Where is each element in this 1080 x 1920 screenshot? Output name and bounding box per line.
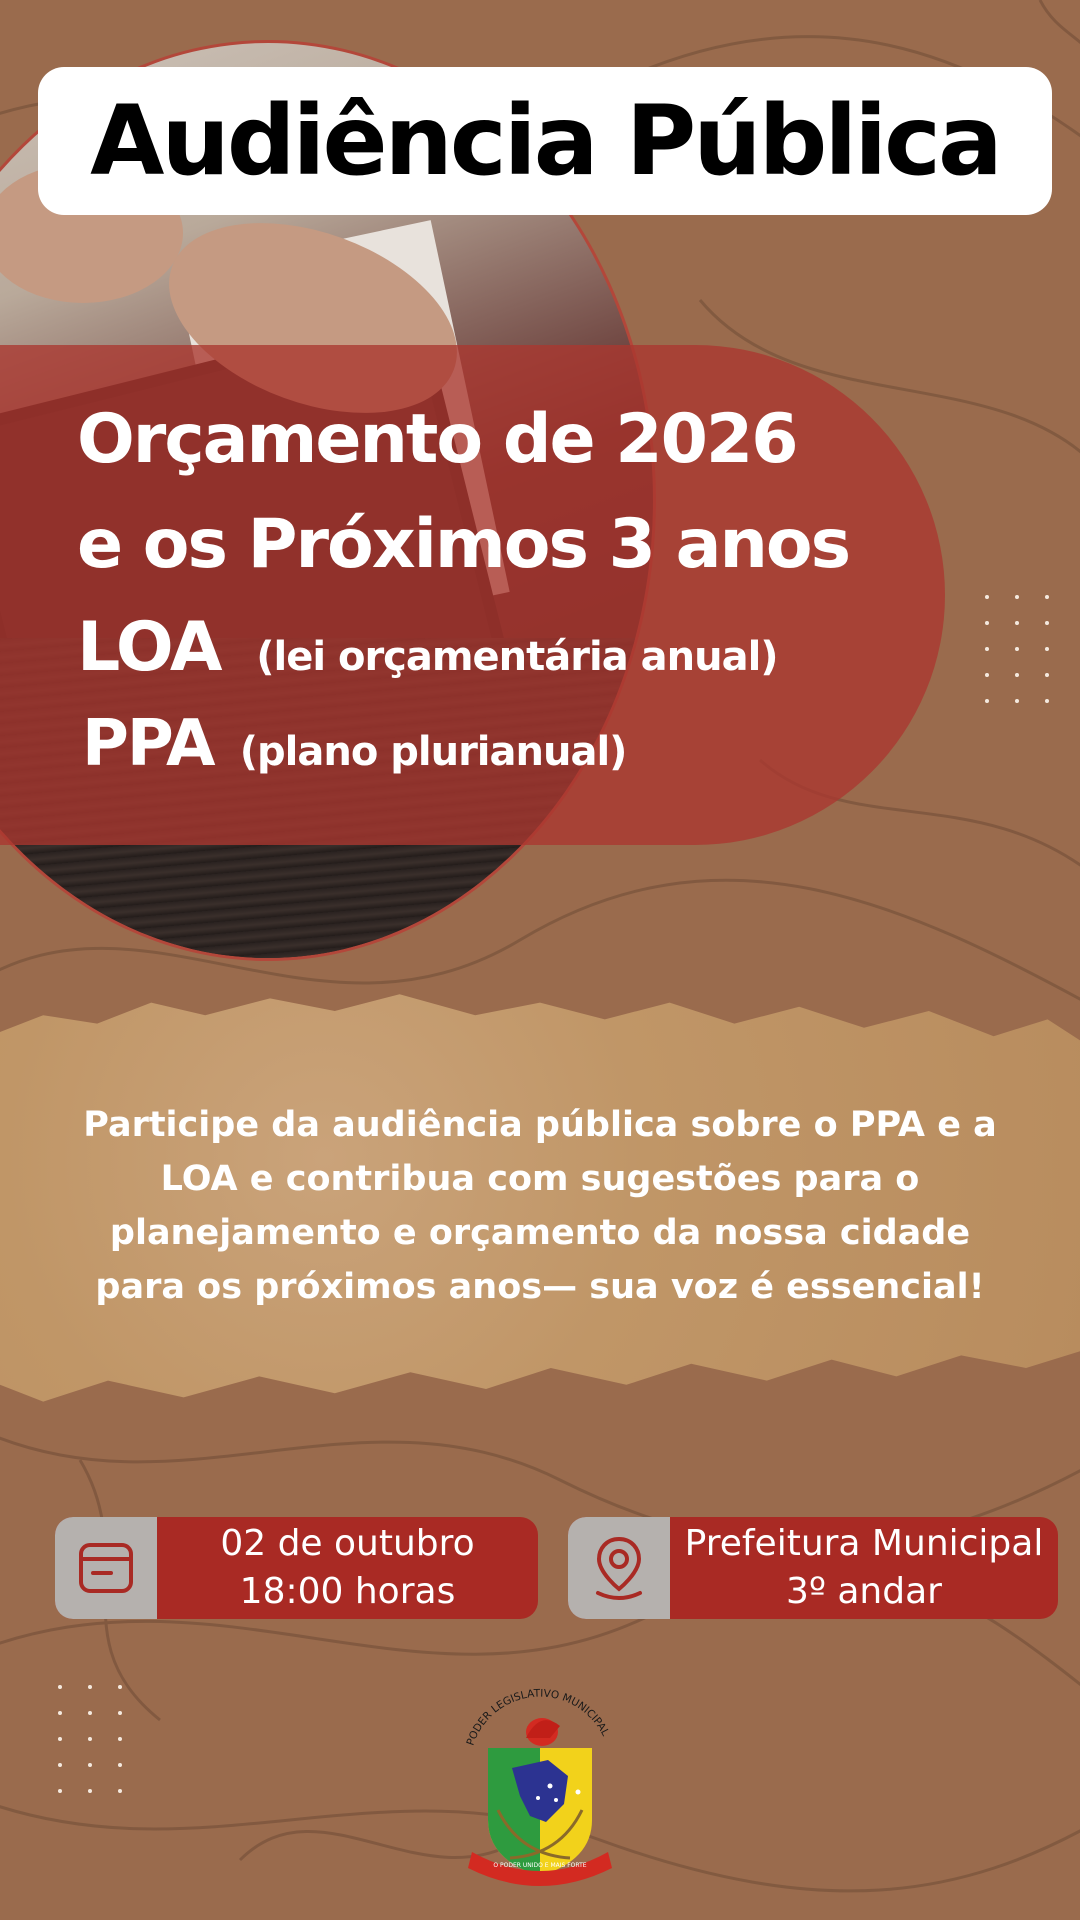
date-time-info (55, 1517, 538, 1619)
page-title: Audiência Pública (90, 85, 1000, 197)
dot-grid-left (58, 1685, 122, 1793)
invitation-line-4: para os próximos anos— sua voz é essencial! (95, 1267, 985, 1307)
emblem-motto: O PODER UNIDO É MAIS FORTE (493, 1862, 587, 1869)
event-place: Prefeitura Municipal (684, 1523, 1044, 1564)
location-info (568, 1517, 1058, 1619)
ppa-line (82, 707, 626, 781)
invitation-line-2: LOA e contribua com sugestões para o (160, 1159, 920, 1199)
event-time: 18:00 horas (239, 1571, 456, 1612)
calendar-icon (55, 1517, 157, 1619)
event-floor: 3º andar (786, 1571, 942, 1612)
invitation-text (40, 1098, 1040, 1314)
headline-line-1: Orçamento de 2026 (77, 400, 797, 479)
title-banner (38, 67, 1052, 215)
headline-line-2: e os Próximos 3 anos (77, 505, 850, 584)
location-pin-icon (568, 1517, 670, 1619)
loa-description: (lei orçamentária anual) (256, 634, 778, 680)
dot-grid-right (985, 595, 1049, 703)
ppa-label: PPA (82, 707, 214, 781)
svg-text:PODER LEGISLATIVO MUNICIPAL: PODER LEGISLATIVO MUNICIPAL (464, 1687, 612, 1748)
loa-label: LOA (77, 608, 221, 687)
invitation-line-3: planejamento e orçamento da nossa cidade (109, 1213, 971, 1253)
event-date: 02 de outubro (220, 1523, 475, 1564)
ppa-description: (plano plurianual) (239, 729, 627, 775)
loa-line (77, 608, 778, 687)
invitation-line-1: Participe da audiência pública sobre o PPA e a (83, 1105, 997, 1145)
